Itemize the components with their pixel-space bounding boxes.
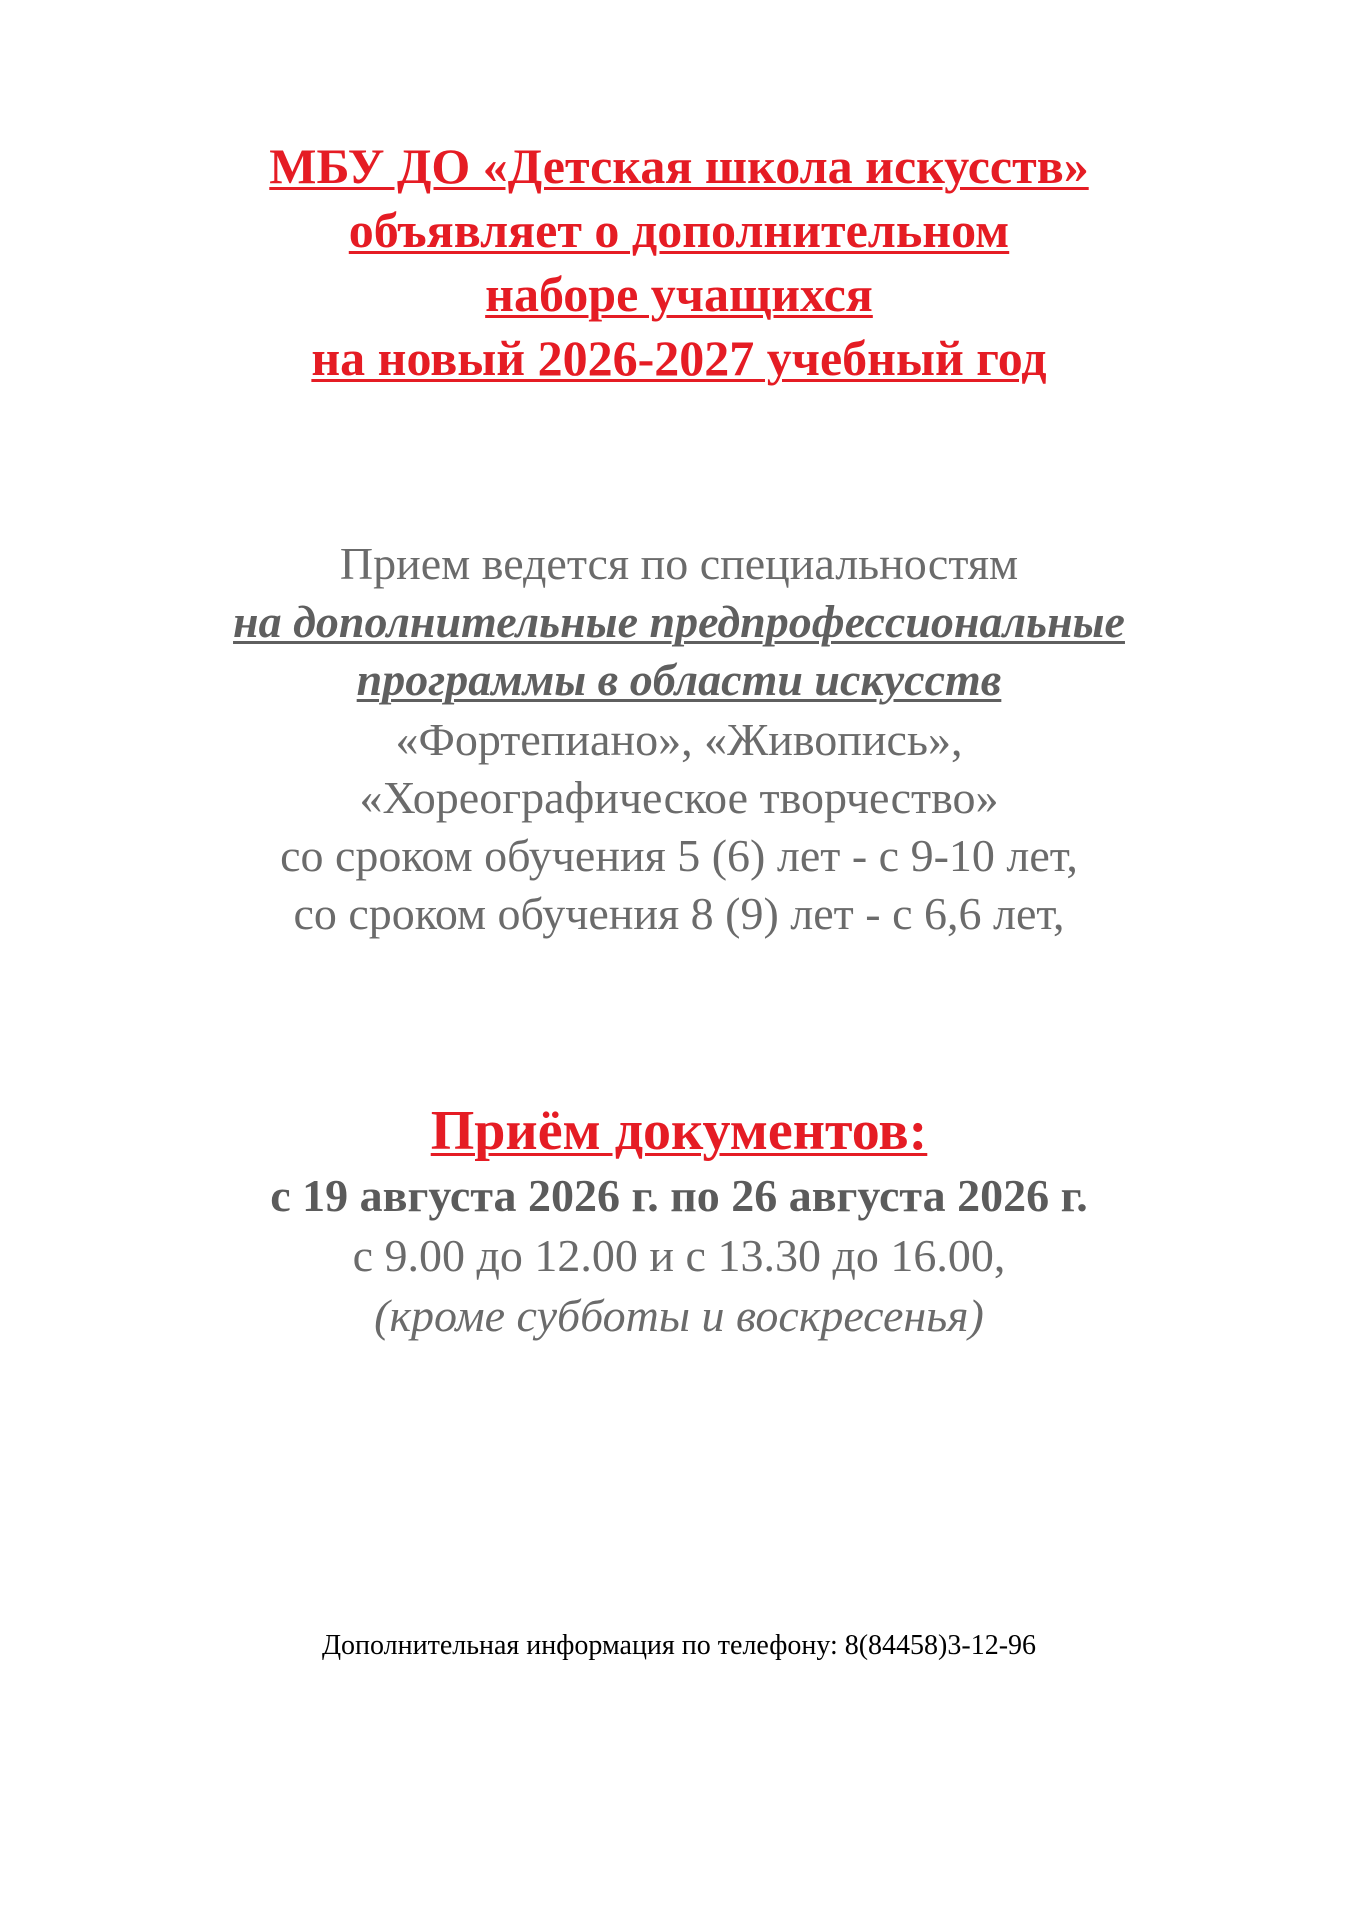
header-line-3: наборе учащихся xyxy=(485,266,873,322)
documents-dates: с 19 августа 2026 г. по 26 августа 2026 г. xyxy=(270,1170,1088,1221)
header-line-2: объявляет о дополнительном xyxy=(348,202,1010,258)
program-line-2: программы в области искусств xyxy=(356,654,1002,705)
header-line-1: МБУ ДО «Детская школа искусств» xyxy=(269,138,1089,194)
specialties-line-2: «Хореографическое творчество» xyxy=(359,772,999,823)
term-line-2: со сроком обучения 8 (9) лет - с 6,6 лет, xyxy=(293,888,1065,939)
term-line-1: со сроком обучения 5 (6) лет - с 9-10 лет, xyxy=(280,830,1078,881)
contact-info: Дополнительная информация по телефону: 8(84458)3-12-96 xyxy=(321,1630,1037,1661)
documents-heading: Приём документов: xyxy=(430,1100,928,1162)
programs-intro: Прием ведется по специальностям xyxy=(339,538,1019,589)
header-line-4: на новый 2026-2027 учебный год xyxy=(311,330,1047,386)
program-line-1: на дополнительные предпрофессиональные xyxy=(233,596,1125,647)
specialties-line-1: «Фортепиано», «Живопись», xyxy=(395,714,963,765)
documents-hours: с 9.00 до 12.00 и с 13.30 до 16.00, xyxy=(352,1230,1006,1281)
documents-note: (кроме субботы и воскресенья) xyxy=(374,1290,984,1341)
